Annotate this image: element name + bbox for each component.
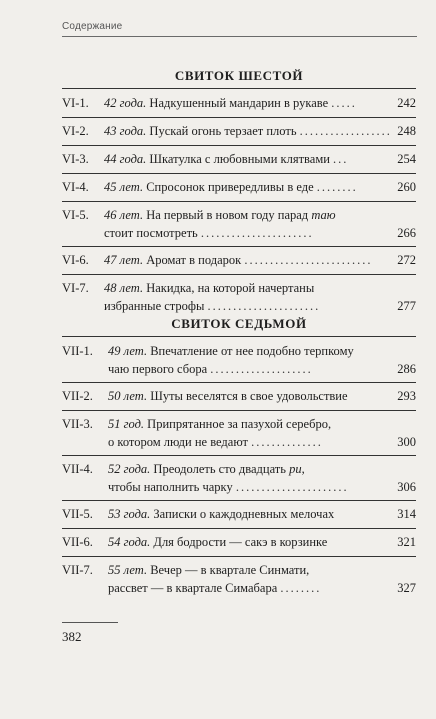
entry-title: Впечатление от нее подобно терпкому xyxy=(150,344,354,358)
entry-separator xyxy=(62,173,416,174)
entry-page: 321 xyxy=(397,535,416,549)
entry-number: VII-4. xyxy=(62,462,93,476)
entry-title: Для бодрости — сакэ в корзинке xyxy=(153,535,328,549)
entry-number: VI-5. xyxy=(62,208,89,222)
entry-number: VI-6. xyxy=(62,253,89,267)
entry-age: 45 лет. xyxy=(104,180,144,194)
entry-separator xyxy=(62,410,416,411)
entry-age: 49 лет. xyxy=(108,344,148,358)
entry-title: Аромат в подарок xyxy=(146,253,242,267)
entry-title: Преодолеть сто двадцать xyxy=(153,462,286,476)
entry-title: Пускай огонь терзает плоть xyxy=(149,124,297,138)
entry-number: VI-3. xyxy=(62,152,89,166)
entry-page: 314 xyxy=(397,507,416,521)
entry-page: 300 xyxy=(397,435,416,449)
entry-title-cont: избранные строфы xyxy=(104,299,205,313)
entry-page: 266 xyxy=(397,226,416,240)
entry-age: 54 года. xyxy=(108,535,151,549)
entry-title: Накидка, на которой начертаны xyxy=(146,281,315,295)
entry-age: 53 года. xyxy=(108,507,151,521)
section-rule-7 xyxy=(62,336,416,337)
entry-title-cont: о котором люди не ведают xyxy=(108,435,248,449)
entry-separator xyxy=(62,274,416,275)
entry-age: 48 лет. xyxy=(104,281,144,295)
section-title-6: СВИТОК ШЕСТОЙ xyxy=(174,68,304,83)
entry-age: 55 лет. xyxy=(108,563,148,577)
entry-separator xyxy=(62,382,416,383)
entry-age: 52 года. xyxy=(108,462,151,476)
footer-rule xyxy=(62,622,118,623)
section-rule-6 xyxy=(62,88,416,89)
entry-title: Спросонок привередливы в еде xyxy=(146,180,314,194)
entry-age: 43 года. xyxy=(104,124,147,138)
entry-separator xyxy=(62,246,416,247)
entry-title: Записки о каждодневных мелочах xyxy=(153,507,335,521)
entry-page: 327 xyxy=(397,581,416,595)
entry-number: VII-1. xyxy=(62,344,93,358)
entry-title: Вечер — в квартале Синмати, xyxy=(150,563,310,577)
running-head: Содержание xyxy=(62,21,123,32)
entry-title: Шуты веселятся в свое удовольствие xyxy=(150,389,348,403)
entry-separator xyxy=(62,145,416,146)
entry-separator xyxy=(62,455,416,456)
entry-age: 50 лет. xyxy=(108,389,148,403)
page-number: 382 xyxy=(62,629,82,644)
entry-number: VI-1. xyxy=(62,96,89,110)
entry-separator xyxy=(62,556,416,557)
entry-number: VII-6. xyxy=(62,535,93,549)
entry-title-italic: ри xyxy=(289,462,302,476)
entry-title-italic: таю xyxy=(311,208,336,222)
book-page: Содержание СВИТОК ШЕСТОЙ VI-1. 42 года. Надкушенный мандарин в рукаве ..... 242 VI-2. 43 года. Пускай огонь терзает плоть .................. 248 VI-3. 44 года. Шкатулка с любовными клятвами ... 254 VI-4. 45 лет. Спросонок привередливы в еде ........ 260 VI-5. 46 лет. На первый в новом году парад таю стоит посмотреть ...................... 266 VI-6. 47 лет. Аромат в подарок ......................... 272 VI-7. 48 лет. Накидка, на которой начертаны избранные строфы ...................... 277 СВИТОК СЕДЬМОЙ VII-1. 49 лет. Впечатление от нее подобно терпкому чаю первого сбора .................... 286 VII-2. 50 лет. Шуты веселятся в свое удовольствие 293 VII-3. 51 год. Припрятанное за пазухой серебро, о котором люди не ведают .............. 300 VII-4. 52 года. Преодолеть сто двадцать ри, чтобы наполнить чарку ...................... 306 VII-5. 53 года. Записки о каждодневных мелочах 314 VII-6. 54 года. Для бодрости — сакэ в корзинке 321 VII-7. 55 лет. Вечер — в квартале Синмати, рассвет — в квартале Симабара ........ 327 382 xyxy=(62,21,416,644)
entry-age: 46 лет. xyxy=(104,208,144,222)
section-title-7: СВИТОК СЕДЬМОЙ xyxy=(171,316,307,331)
entry-page: 272 xyxy=(397,253,416,267)
entry-page: 248 xyxy=(397,124,416,138)
entry-separator xyxy=(62,500,416,501)
entry-page: 286 xyxy=(397,362,416,376)
entry-title-cont: рассвет — в квартале Симабара xyxy=(108,581,278,595)
entry-age: 51 год. xyxy=(108,417,145,431)
entry-title: Шкатулка с любовными клятвами xyxy=(149,152,330,166)
entry-title-cont: чтобы наполнить чарку xyxy=(108,480,233,494)
entry-number: VII-5. xyxy=(62,507,93,521)
entry-number: VII-3. xyxy=(62,417,93,431)
entry-page: 242 xyxy=(397,96,416,110)
entry-page: 260 xyxy=(397,180,416,194)
entry-age: 44 года. xyxy=(104,152,147,166)
entry-page: 306 xyxy=(397,480,416,494)
entry-page: 293 xyxy=(397,389,416,403)
entry-title-cont: стоит посмотреть xyxy=(104,226,198,240)
entry-title-cont: чаю первого сбора xyxy=(108,362,208,376)
entry-number: VI-2. xyxy=(62,124,89,138)
entry-separator xyxy=(62,201,416,202)
entry-number: VI-7. xyxy=(62,281,89,295)
entry-title: Припрятанное за пазухой серебро, xyxy=(147,417,332,431)
entry-title: На первый в новом году парад xyxy=(146,208,309,222)
entry-age: 42 года. xyxy=(104,96,147,110)
header-rule xyxy=(62,36,417,37)
entry-title: Надкушенный мандарин в рукаве xyxy=(149,96,329,110)
entry-page: 254 xyxy=(397,152,416,166)
entry-page: 277 xyxy=(397,299,416,313)
entry-number: VII-2. xyxy=(62,389,93,403)
entry-age: 47 лет. xyxy=(104,253,144,267)
entry-separator xyxy=(62,528,416,529)
entry-number: VII-7. xyxy=(62,563,93,577)
entry-number: VI-4. xyxy=(62,180,89,194)
entry-separator xyxy=(62,117,416,118)
